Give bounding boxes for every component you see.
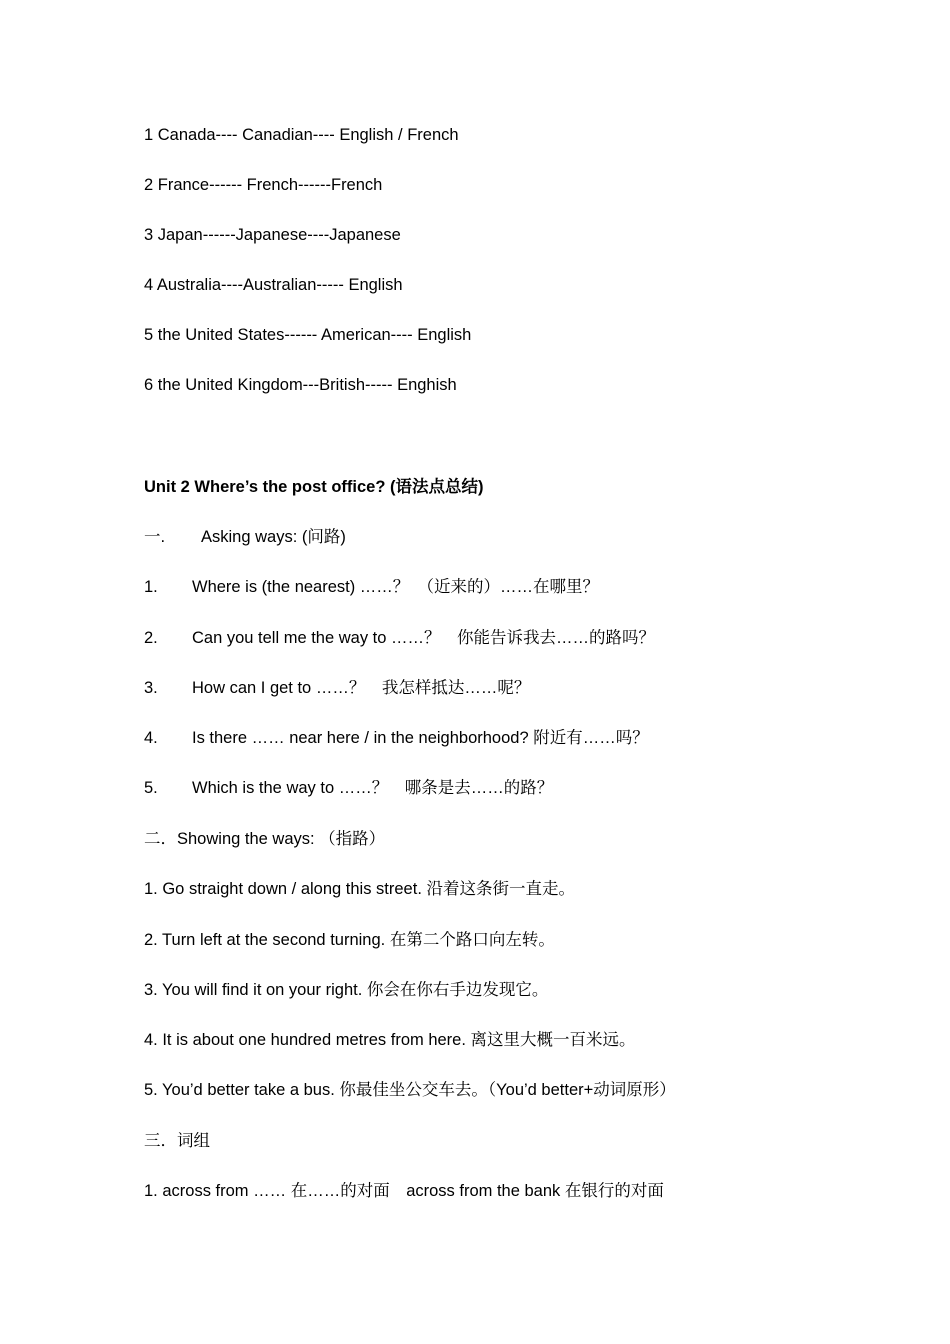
nationality-line-3: 3 Japan------Japanese----Japanese <box>144 226 401 244</box>
section1-marker: 一. <box>144 528 166 546</box>
section1-heading <box>144 526 346 548</box>
asking-item-text: Can you tell me the way to ……？ 你能告诉我去……的路吗？ <box>192 629 656 647</box>
asking-item-number: 5. <box>144 779 158 797</box>
showing-item-4: 4. It is about one hundred metres from here. 离这里大概一百米远。 <box>144 1031 636 1049</box>
nationality-line-5: 5 the United States------ American---- English <box>144 326 472 344</box>
nationality-line-4: 4 Australia----Australian----- English <box>144 276 403 294</box>
asking-item-2 <box>144 627 655 649</box>
nationality-line-1: 1 Canada---- Canadian---- English / French <box>144 126 459 144</box>
section1-heading-text: Asking ways: (问路) <box>201 528 346 546</box>
nationality-line-6: 6 the United Kingdom---British----- Enghish <box>144 376 457 394</box>
asking-item-3 <box>144 677 530 699</box>
asking-item-text: Which is the way to ……？ 哪条是去……的路？ <box>192 779 554 797</box>
showing-item-2: 2. Turn left at the second turning. 在第二个路口向左转。 <box>144 931 555 949</box>
asking-item-4 <box>144 727 649 749</box>
asking-item-text: Is there …… near here / in the neighborhood? 附近有……吗？ <box>192 729 649 747</box>
unit-title: Unit 2 Where’s the post office? (语法点总结) <box>144 478 484 496</box>
asking-item-number: 2. <box>144 629 158 647</box>
showing-item-1: 1. Go straight down / along this street. 沿着这条街一直走。 <box>144 880 575 898</box>
phrase-item-1: 1. across from …… 在……的对面 across from the bank 在银行的对面 <box>144 1182 664 1200</box>
asking-item-number: 3. <box>144 679 158 697</box>
asking-item-text: Where is (the nearest) ……？ （近来的）……在哪里？ <box>192 578 600 596</box>
showing-item-3: 3. You will find it on your right. 你会在你右手边发现它。 <box>144 981 549 999</box>
nationality-line-2: 2 France------ French------French <box>144 176 383 194</box>
section3-heading: 三．词组 <box>144 1132 210 1150</box>
showing-item-5: 5. You’d better take a bus. 你最佳坐公交车去。（You’d better+动词原形） <box>144 1081 676 1099</box>
asking-item-text: How can I get to ……？ 我怎样抵达……呢？ <box>192 679 531 697</box>
asking-item-number: 1. <box>144 578 158 596</box>
asking-item-1 <box>144 576 599 598</box>
asking-item-5 <box>144 777 553 799</box>
section2-heading: 二．Showing the ways: （指路） <box>144 830 386 848</box>
asking-item-number: 4. <box>144 729 158 747</box>
